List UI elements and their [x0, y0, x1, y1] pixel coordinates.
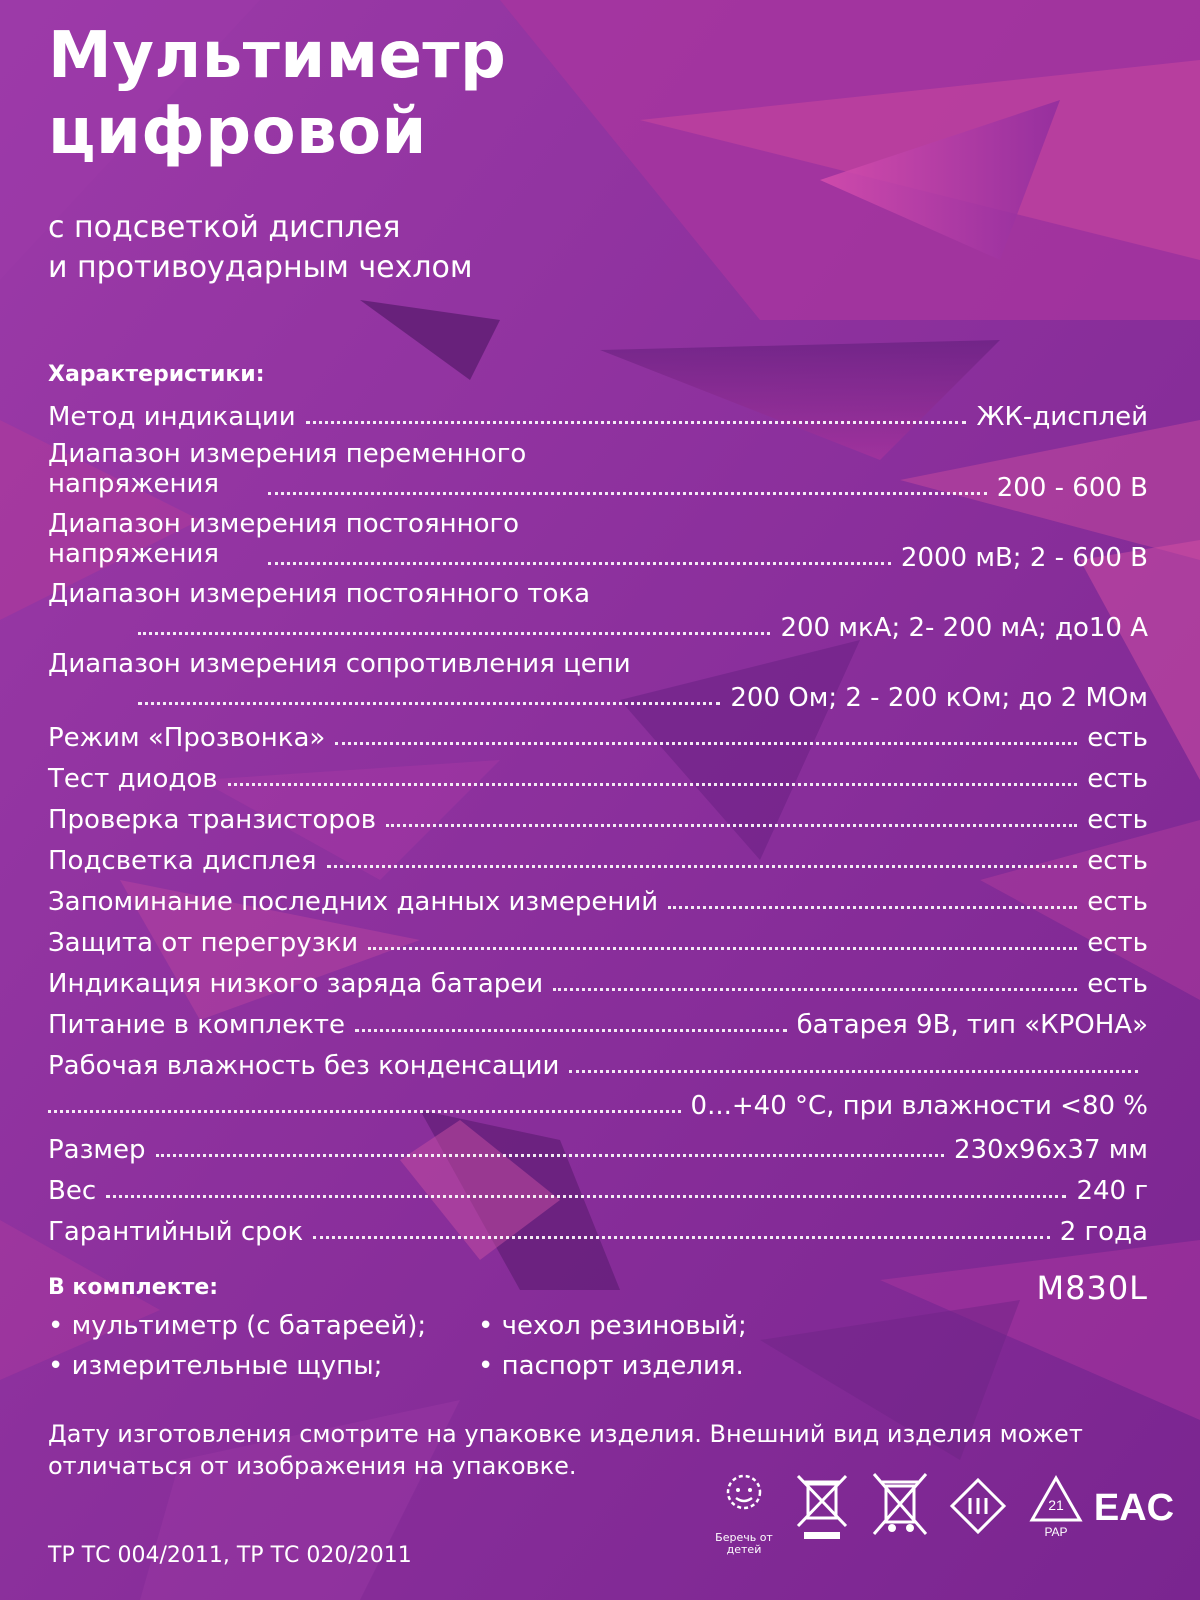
spec-row: [48, 801, 1148, 842]
spec-row: [48, 719, 1148, 760]
spec-name: Вес: [48, 1176, 97, 1206]
kit-item: • мультиметр (с батареей);: [48, 1311, 427, 1341]
spec-value: есть: [1087, 723, 1148, 753]
disclaimer-note: Дату изготовления смотрите на упаковке изделия. Внешний вид изделия может отличаться от изображения на упаковке.: [48, 1420, 1083, 1480]
spec-row: [48, 1172, 1148, 1213]
eac-mark-icon: [1093, 1468, 1175, 1558]
spec-row: [48, 1131, 1148, 1172]
spec-name: Рабочая влажность без конденсации: [48, 1051, 560, 1081]
spec-value: есть: [1087, 805, 1148, 835]
subtitle-line: с подсветкой дисплея: [48, 210, 401, 245]
standards-text: ТР ТС 004/2011, ТР ТС 020/2011: [48, 1543, 412, 1568]
spec-value: батарея 9В, тип «КРОНА»: [796, 1010, 1148, 1040]
diamond-bars-icon: [946, 1468, 1010, 1558]
crossed-bin-icon: [790, 1468, 854, 1558]
spec-name: Запоминание последних данных измерений: [48, 887, 659, 917]
spec-name: Индикация низкого заряда батареи: [48, 969, 544, 999]
eac-mark: EAC: [1093, 1487, 1175, 1529]
certification-marks: [712, 1468, 1175, 1558]
spec-row: [48, 924, 1148, 965]
spec-value: есть: [1087, 928, 1148, 958]
spec-value: 0...+40 °С, при влажности <80 %: [690, 1091, 1148, 1121]
spec-row: [48, 398, 1148, 439]
spec-row: [48, 842, 1148, 883]
spec-value: есть: [1087, 764, 1148, 794]
spec-value: 240 г: [1076, 1176, 1148, 1206]
spec-value: 230х96х37 мм: [953, 1135, 1148, 1165]
spec-name: Тест диодов: [48, 764, 218, 794]
spec-value: 200 Ом; 2 - 200 кОм; до 2 МОм: [730, 683, 1148, 713]
spec-value: 200 - 600 В: [996, 473, 1148, 503]
spec-row: [48, 649, 1148, 719]
page-title: Мультиметр цифровой: [48, 19, 507, 169]
spec-name: Подсветка дисплея: [48, 846, 317, 876]
kit-heading: В комплекте:: [48, 1275, 219, 1300]
spec-row: [48, 509, 1148, 579]
kit-item: • чехол резиновый;: [478, 1311, 747, 1341]
spec-row: [48, 579, 1148, 649]
spec-value: есть: [1087, 846, 1148, 876]
spec-value: ЖК-дисплей: [976, 402, 1148, 432]
spec-name: Размер: [48, 1135, 146, 1165]
spec-row: [48, 1006, 1148, 1047]
spec-name: Режим «Прозвонка»: [48, 723, 326, 753]
spec-name: Проверка транзисторов: [48, 805, 377, 835]
spec-name: Метод индикации: [48, 402, 296, 432]
recycling-number: 21: [1048, 1497, 1064, 1513]
spec-name: Диапазон измерения сопротивления цепи: [48, 649, 631, 679]
spec-row: [48, 1213, 1148, 1254]
spec-value: есть: [1087, 887, 1148, 917]
keep-from-children-caption: Беречь от детей: [715, 1531, 773, 1556]
kit-list: [48, 1308, 878, 1384]
spec-name: Гарантийный срок: [48, 1217, 304, 1247]
specs-heading: Характеристики:: [48, 362, 265, 387]
spec-name: Диапазон измерения переменного напряжения: [48, 439, 527, 499]
spec-row: [48, 439, 1148, 509]
subtitle: [48, 208, 473, 288]
spec-value: 2000 мВ; 2 - 600 В: [900, 543, 1148, 573]
kit-section: [48, 1269, 1148, 1381]
spec-value: 2 года: [1059, 1217, 1148, 1247]
spec-row: [48, 760, 1148, 801]
spec-value: есть: [1087, 969, 1148, 999]
model-number: M830L: [1036, 1269, 1148, 1307]
spec-row: [48, 883, 1148, 924]
spec-name: Защита от перегрузки: [48, 928, 359, 958]
spec-name: Питание в комплекте: [48, 1010, 345, 1040]
keep-from-children-icon: [712, 1468, 776, 1558]
weee-bin-icon: [868, 1468, 932, 1558]
spec-name: Диапазон измерения постоянного тока: [48, 579, 591, 609]
recycling-code: PAP: [1044, 1525, 1068, 1539]
spec-value: 200 мкА; 2- 200 мА; до10 А: [780, 613, 1148, 643]
specs-list: [48, 398, 1148, 1254]
kit-item: • паспорт изделия.: [478, 1351, 744, 1381]
spec-row: [48, 1047, 1148, 1131]
spec-row: [48, 965, 1148, 1006]
kit-item: • измерительные щупы;: [48, 1351, 383, 1381]
recycling-icon: [1024, 1468, 1088, 1558]
subtitle-line: и противоударным чехлом: [48, 250, 473, 285]
spec-name: Диапазон измерения постоянного напряжения: [48, 509, 520, 569]
